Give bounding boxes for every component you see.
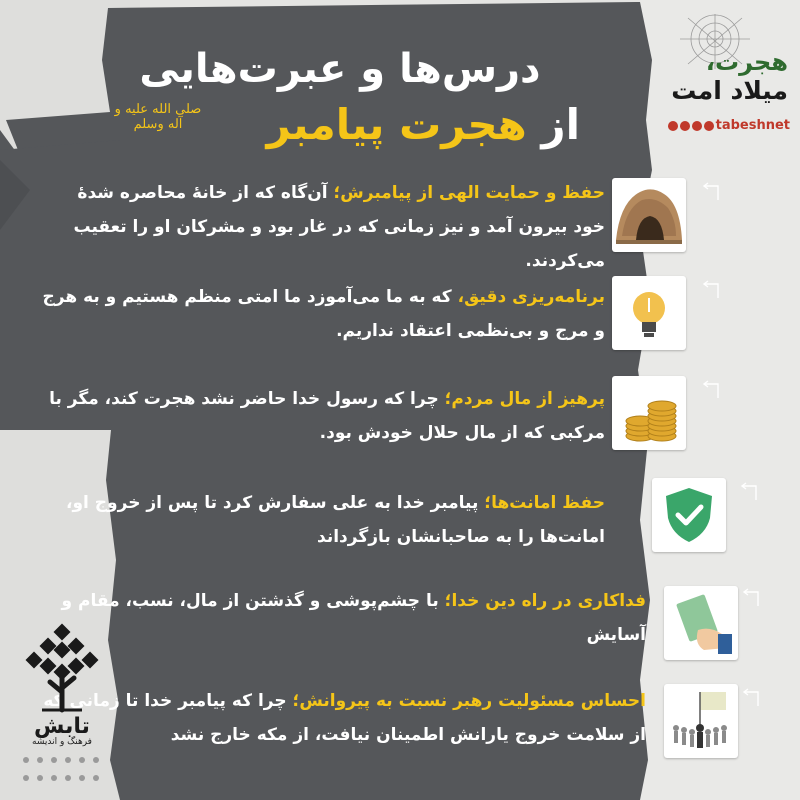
lesson-text-3: چرا که رسول خدا حاضر نشد هجرت کند، مگر با مرکبی که از مال حلال خودش بود. xyxy=(49,389,605,443)
lesson-lead-5: فداکاری در راه دین خدا؛ xyxy=(444,591,646,611)
lesson-item-3 xyxy=(40,382,605,450)
shield-check-icon xyxy=(652,478,726,552)
arrow-icon xyxy=(700,182,720,202)
lesson-text-4: پیامبر خدا به علی سفارش کرد تا پس از خروج او، امانت‌ها را به صاحبانشان بازگرداند xyxy=(66,493,605,547)
lightbulb-icon xyxy=(612,276,686,350)
lesson-item-6 xyxy=(40,684,646,752)
eitaa-icon xyxy=(704,121,714,131)
arrow-icon xyxy=(740,688,760,708)
logo-subtitle: فرهنگ و اندیشه xyxy=(32,737,92,747)
decorative-dots xyxy=(18,752,108,786)
instagram-icon xyxy=(668,121,678,131)
aparat-icon xyxy=(692,121,702,131)
social-handle[interactable] xyxy=(640,118,790,136)
icon-box-1 xyxy=(612,178,686,252)
lesson-lead-3: پرهیز از مال مردم؛ xyxy=(444,389,605,409)
lesson-item-4 xyxy=(40,486,605,554)
icon-box-3 xyxy=(612,376,686,450)
icon-box-2 xyxy=(612,276,686,350)
lesson-text-1: آن‌گاه که از خانهٔ محاصره شدهٔ خود بیرون آمد و نیز زمانی که در غار بود و مشرکان او را تعقیب می‌کردند. xyxy=(73,183,605,271)
lesson-text-2: که به ما می‌آموزد ما امتی منظم هستیم و به هرج و مرج و بی‌نظمی اعتقاد نداریم. xyxy=(42,287,605,341)
salawat-calligraphy: صلی الله علیه و آله وسلم xyxy=(114,102,202,132)
brand-line-1: هجرت، xyxy=(705,48,788,76)
hand-money-icon xyxy=(664,586,738,660)
title-line-2 xyxy=(210,100,580,149)
coins-icon xyxy=(612,376,686,450)
icon-box-5 xyxy=(664,586,738,660)
arrow-icon xyxy=(700,380,720,400)
logo-name: تابش xyxy=(34,714,90,739)
tree-logo-icon xyxy=(12,622,112,714)
arrow-icon xyxy=(738,482,758,502)
lesson-lead-6: احساس مسئولیت رهبر نسبت به پیروانش؛ xyxy=(292,691,646,711)
lesson-lead-2: برنامه‌ریزی دقیق، xyxy=(457,287,605,307)
brand-title xyxy=(638,48,788,106)
lesson-text-5: با چشم‌پوشی و گذشتن از مال، نسب، مقام و آسایش xyxy=(61,591,646,645)
lesson-item-2 xyxy=(40,280,605,348)
icon-box-4 xyxy=(652,478,726,552)
cave-icon xyxy=(612,178,686,252)
title-prefix: از xyxy=(526,100,580,149)
telegram-icon xyxy=(680,121,690,131)
social-handle-text: tabeshnet xyxy=(715,118,790,133)
icon-box-6 xyxy=(664,684,738,758)
leader-crowd-icon xyxy=(664,684,738,758)
lesson-lead-4: حفظ امانت‌ها؛ xyxy=(484,493,605,513)
lesson-lead-1: حفظ و حمایت الهی از پیامبرش؛ xyxy=(333,183,605,203)
title-line-1: درس‌ها و عبرت‌هایی xyxy=(139,46,541,92)
lesson-text-6: چرا که پیامبر خدا تا زمانی که از سلامت خروج یارانش اطمینان نیافت، از مکه خارج نشد xyxy=(43,691,646,745)
arrow-icon xyxy=(740,588,760,608)
arrow-icon xyxy=(700,280,720,300)
lesson-item-1 xyxy=(40,176,605,278)
brand-line-2: میلاد امت xyxy=(671,76,788,105)
title-highlight: هجرت پیامبر xyxy=(266,100,527,149)
lesson-item-5 xyxy=(40,584,646,652)
